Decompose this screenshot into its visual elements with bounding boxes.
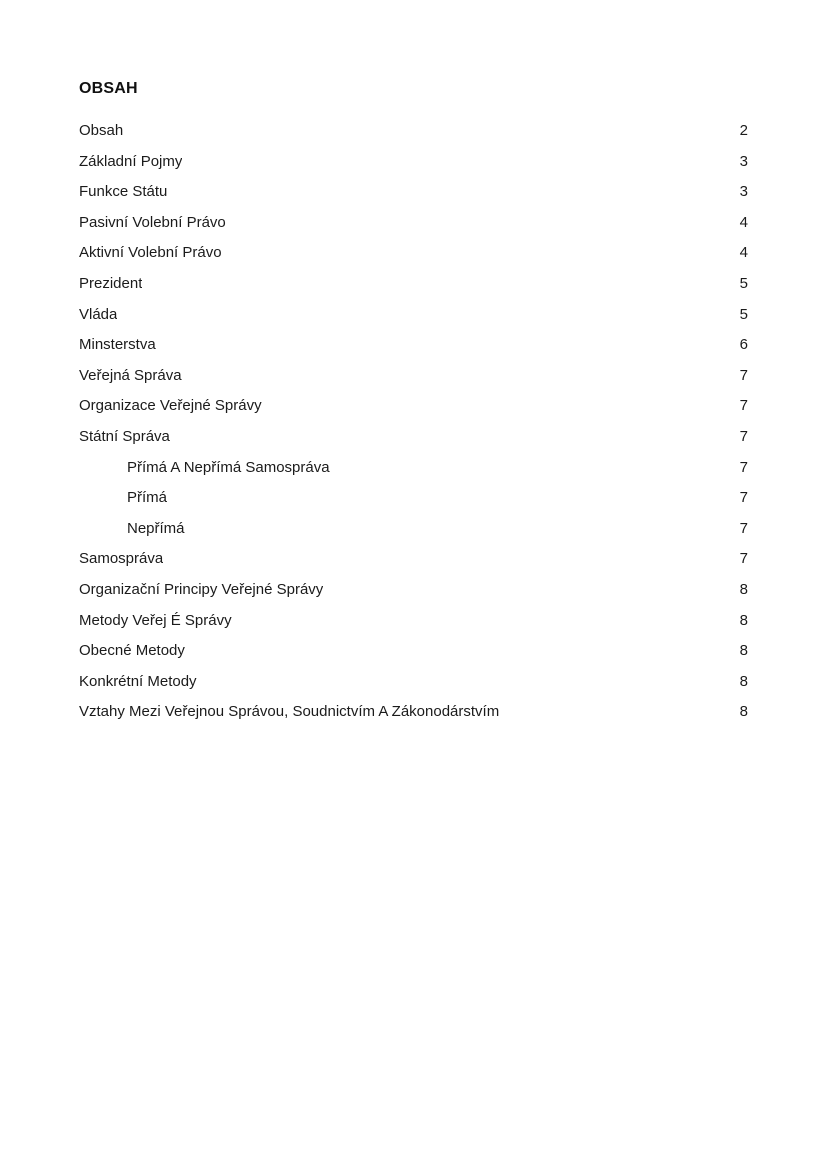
toc-row[interactable] [79,544,748,575]
toc-entry-label: Aktivní Volební Právo [79,244,222,262]
toc-entry-label: Vztahy Mezi Veřejnou Správou, Soudnictvím A Zákonodárstvím [79,703,500,721]
toc-row[interactable] [79,330,748,361]
toc-row[interactable] [79,269,748,300]
toc-row[interactable] [79,606,748,637]
toc-row[interactable] [79,514,748,545]
toc-entry-label: Minsterstva [79,336,156,354]
toc-row[interactable] [79,453,748,484]
toc-row[interactable] [79,208,748,239]
toc-row[interactable] [79,147,748,178]
toc-entry-label: Konkrétní Metody [79,672,197,690]
toc-entry-label: Pasivní Volební Právo [79,213,226,231]
toc-entry-label: Obsah [79,122,124,139]
toc-entry-label: Obecné Metody [79,642,185,660]
toc-entry-page-number: 3 [739,183,748,201]
toc-row[interactable] [79,300,748,331]
toc-entry-label: Organizace Veřejné Správy [79,397,262,415]
toc-row[interactable] [79,391,748,422]
toc-row[interactable] [79,697,748,728]
toc-entry-label: Veřejná Správa [79,366,182,384]
toc-entry-label: Základní Pojmy [79,152,183,170]
toc-entry-page-number: 7 [739,550,748,568]
toc-entry-page-number: 2 [739,122,748,139]
toc-title: OBSAH [79,80,138,97]
toc-row[interactable] [79,483,748,514]
toc-entry-label: Funkce Státu [79,183,168,201]
toc-entry-page-number: 5 [739,305,748,323]
toc-entry-page-number: 7 [739,366,748,384]
toc-entry-page-number: 8 [739,611,748,629]
toc-row[interactable] [79,116,748,147]
toc-entry-page-number: 4 [739,244,748,262]
toc-entry-page-number: 7 [739,489,748,507]
toc-entry-label: Prezident [79,274,143,292]
toc-entry-label: Nepřímá [127,519,185,537]
toc-row[interactable] [79,238,748,269]
toc-entry-label: Přímá [127,489,168,507]
toc-entry-label: Přímá A Nepřímá Samospráva [127,458,330,476]
toc-entry-page-number: 5 [739,274,748,292]
toc-row[interactable] [79,422,748,453]
toc-entry-page-number: 8 [739,580,748,598]
toc-row[interactable] [79,361,748,392]
toc-entry-page-number: 6 [739,336,748,354]
toc-entry-page-number: 8 [739,703,748,721]
toc-entry-page-number: 7 [739,397,748,415]
toc-entry-page-number: 8 [739,672,748,690]
toc-row[interactable] [79,177,748,208]
toc-row[interactable] [79,636,748,667]
toc-entry-page-number: 7 [739,458,748,476]
toc-entry-page-number: 3 [739,152,748,170]
toc-entry-page-number: 4 [739,213,748,231]
toc-list [79,116,748,728]
toc-entry-label: Státní Správa [79,427,170,445]
toc-row[interactable] [79,575,748,606]
toc-entry-page-number: 8 [739,642,748,660]
toc-entry-page-number: 7 [739,519,748,537]
toc-entry-label: Samospráva [79,550,164,568]
toc-entry-label: Vláda [79,305,118,323]
toc-entry-page-number: 7 [739,427,748,445]
toc-entry-label: Organizační Principy Veřejné Správy [79,580,324,598]
toc-row[interactable] [79,667,748,698]
toc-entry-label: Metody Veřej É Správy [79,611,232,629]
